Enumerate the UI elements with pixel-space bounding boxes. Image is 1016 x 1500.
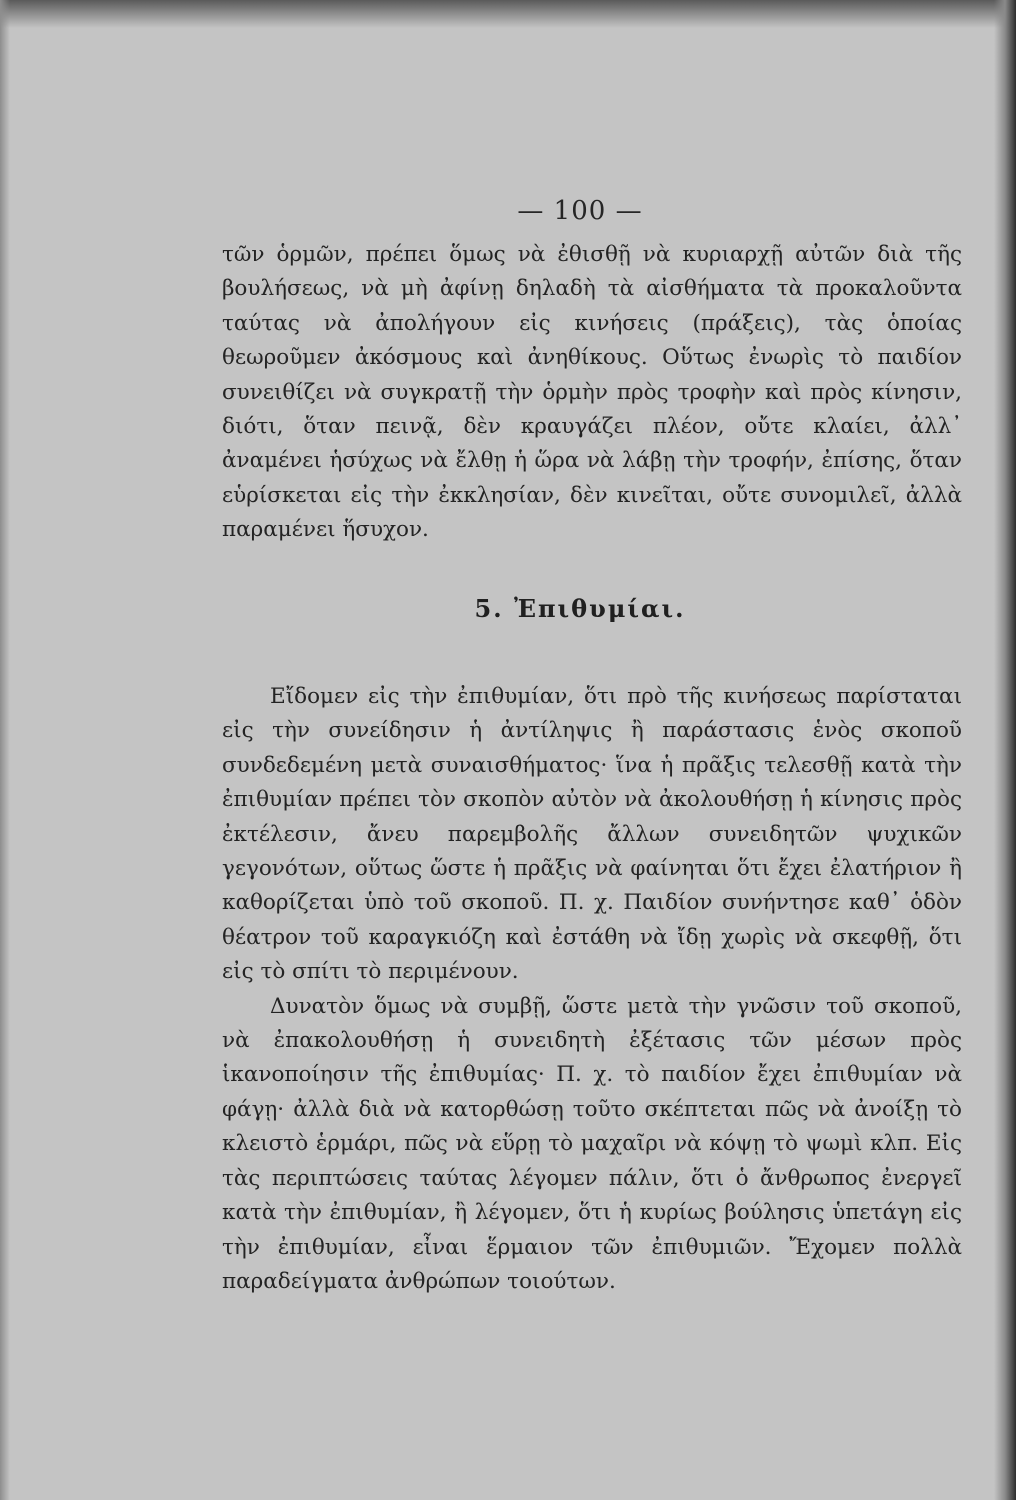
scan-shadow-top bbox=[0, 0, 1016, 28]
paragraph-3: Δυνατὸν ὅμως νὰ συμβῇ, ὥστε μετὰ τὴν γνῶσιν τοῦ σκοποῦ, νὰ ἐπακολουθήσῃ ἡ συνειδητὴ ἐξέτασις τῶν μέσων πρὸς ἱκανοποίησιν τῆς ἐπιθυμίας· Π. χ. τὸ παιδίον ἔχει ἐπιθυμίαν νὰ φάγῃ· ἀλλὰ διὰ νὰ κατορθώσῃ τοῦτο σκέπτεται πῶς νὰ ἀνοίξῃ τὸ κλειστὸ ἑρμάρι, πῶς νὰ εὕρῃ τὸ μαχαῖρι νὰ κόψῃ τὸ ψωμὶ κλπ. Εἰς τὰς περιπτώσεις ταύτας λέγομεν πάλιν, ὅτι ὁ ἄνθρωπος ἐνεργεῖ κατὰ τὴν ἐπιθυμίαν, ἢ λέγομεν, ὅτι ἡ κυρίως βούλησις ὑπετάγη εἰς τὴν ἐπιθυμίαν, εἶναι ἕρμαιον τῶν ἐπιθυμιῶν. Ἔχομεν πολλὰ παραδείγματα ἀνθρώπων τοιούτων. bbox=[222, 993, 962, 1294]
page-number: — 100 — bbox=[517, 196, 643, 226]
paragraph-block-1 bbox=[222, 238, 962, 548]
section-heading: 5. Ἐπιθυμίαι. bbox=[474, 594, 686, 623]
paragraph-block-2 bbox=[222, 680, 962, 1299]
paragraph-2: Εἴδομεν εἰς τὴν ἐπιθυμίαν, ὅτι πρὸ τῆς κινήσεως παρίσταται εἰς τὴν συνείδησιν ἡ ἀντίληψις ἢ παράστασις ἑνὸς σκοποῦ συνδεδεμένη μετὰ συναισθήματος· ἵνα ἡ πρᾶξις τελεσθῇ κατὰ τὴν ἐπιθυμίαν πρέπει τὸν σκοπὸν αὐτὸν νὰ ἀκολουθήσῃ ἡ κίνησις πρὸς ἐκτέλεσιν, ἄνευ παρεμβολῆς ἄλλων συνειδητῶν ψυχικῶν γεγονότων, οὕτως ὥστε ἡ πρᾶξις νὰ φαίνηται ὅτι ἔχει ἐλατήριον ἢ καθορίζεται ὑπὸ τοῦ σκοποῦ. Π. χ. Παιδίον συνήντησε καθ᾽ ὁδὸν θέατρον τοῦ καραγκιόζη καὶ ἐστάθη νὰ ἴδῃ χωρὶς νὰ σκεφθῇ, ὅτι εἰς τὸ σπίτι τὸ περιμένουν. bbox=[222, 684, 962, 985]
paragraph-1: τῶν ὁρμῶν, πρέπει ὅμως νὰ ἐθισθῇ νὰ κυριαρχῇ αὐτῶν διὰ τῆς βουλήσεως, νὰ μὴ ἀφίνῃ δηλαδὴ τὰ αἰσθήματα τὰ προκαλοῦντα ταύτας νὰ ἀπολήγουν εἰς κινήσεις (πράξεις), τὰς ὁποίας θεωροῦμεν ἀκόσμους καὶ ἀνηθίκους. Οὕτως ἐνωρὶς τὸ παιδίον συνειθίζει νὰ συγκρατῇ τὴν ὁρμὴν πρὸς τροφὴν καὶ πρὸς κίνησιν, διότι, ὅταν πεινᾷ, δὲν κραυγάζει πλέον, οὔτε κλαίει, ἀλλ᾽ ἀναμένει ἡσύχως νὰ ἔλθῃ ἡ ὥρα νὰ λάβῃ τὴν τροφήν, ἐπίσης, ὅταν εὑρίσκεται εἰς τὴν ἐκκλησίαν, δὲν κινεῖται, οὔτε συνομιλεῖ, ἀλλὰ παραμένει ἥσυχον. bbox=[222, 242, 962, 543]
